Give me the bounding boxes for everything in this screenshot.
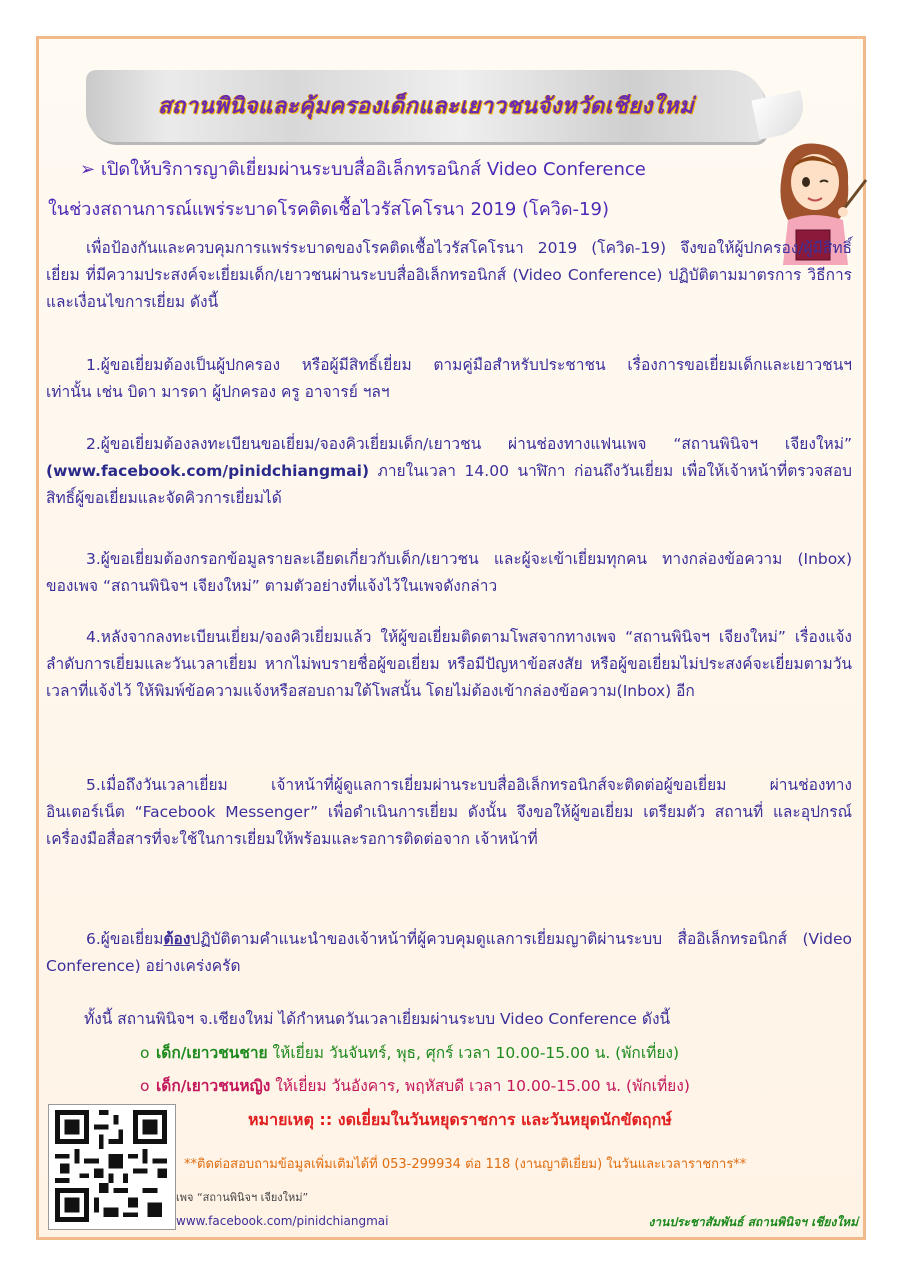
rule-6: 6.ผู้ขอเยี่ยมต้องปฏิบัติตามคำแนะนำของเจ้าหน้าที่ผู้ควบคุมดูแลการเยี่ยมญาติผ่านระบบ สื่ออิเล็กทรอนิกส์ (Video Conference) อย่างเคร่งครัด bbox=[46, 930, 852, 975]
rule-4: 4.หลังจากลงทะเบียนเยี่ยม/จองคิวเยี่ยมแล้ว ให้ผู้ขอเยี่ยมติดตามโพสจากทางเพจ “สถานพินิจฯ เจียงใหม่” เรื่องแจ้งลำดับการเยี่ยมและวันเวลาเยี่ยม หากไม่พบรายชื่อผู้ขอเยี่ยม หรือมีปัญหาข้อสงสัย หรือผู้ขอเยี่ยมไม่ประสงค์จะเยี่ยมตามวันเวลาที่แจ้งไว้ ให้พิมพ์ข้อความแจ้งหรือสอบถามใต้โพสนั้น โดยไม่ต้องเข้ากล่องข้อความ(Inbox) อีก bbox=[46, 628, 852, 700]
facebook-url[interactable]: www.facebook.com/pinidchiangmai bbox=[176, 1214, 389, 1228]
schedule-summary: ทั้งนี้ สถานพินิจฯ จ.เชียงใหม่ ได้กำหนดวันเวลาเยี่ยมผ่านระบบ Video Conference ดังนี้ bbox=[84, 1010, 671, 1028]
pr-credit: งานประชาสัมพันธ์ สถานพินิจฯ เชียงใหม่ bbox=[648, 1215, 858, 1229]
schedule-girls: o เด็ก/เยาวชนหญิง ให้เยี่ยม วันอังคาร, พฤหัสบดี เวลา 10.00-15.00 น. (พักเที่ยง) bbox=[140, 1077, 690, 1095]
rule-5: 5.เมื่อถึงวันเวลาเยี่ยม เจ้าหน้าที่ผู้ดูแลการเยี่ยมผ่านระบบสื่ออิเล็กทรอนิกส์จะติดต่อผู้ขอเยี่ยม ผ่านช่องทางอินเตอร์เน็ต “Facebook Messenger” เพื่อดำเนินการเยี่ยม ดังนั้น จึงขอให้ผู้ขอเยี่ยม เตรียมตัว สถานที่ และอุปกรณ์เครื่องมือสื่อสารที่จะใช้ในการเยี่ยมให้พร้อมและรอการติดต่อจาก เจ้าหน้าที่ bbox=[46, 776, 852, 848]
schedule-boys: o เด็ก/เยาวชนชาย ให้เยี่ยม วันจันทร์, พุธ, ศุกร์ เวลา 10.00-15.00 น. (พักเที่ยง) bbox=[140, 1044, 680, 1062]
announcement-line-1: ➢ เปิดให้บริการญาติเยี่ยมผ่านระบบสื่ออิเล็กทรอนิกส์ Video Conference bbox=[80, 159, 646, 180]
contact-info: **ติดต่อสอบถามข้อมูลเพิ่มเติมได้ที่ 053-299934 ต่อ 118 (งานญาติเยี่ยม) ในวันและเวลาราชการ** bbox=[184, 1157, 747, 1172]
facebook-page-link[interactable]: (www.facebook.com/pinidchiangmai) bbox=[46, 462, 370, 480]
intro-paragraph: เพื่อป้องกันและควบคุมการแพร่ระบาดของโรคติดเชื้อไวรัสโคโรนา 2019 (โควิด-19) จึงขอให้ผู้ปกครอง/ผู้มีสิทธิ์เยี่ยม ที่มีความประสงค์จะเยี่ยมเด็ก/เยาวชนผ่านระบบสื่ออิเล็กทรอนิกส์ (Video Conference) ปฏิบัติตามมาตรการ วิธีการ และเงื่อนไขการเยี่ยม ดังนี้ bbox=[46, 239, 852, 311]
arrow-icon: ➢ bbox=[80, 159, 101, 180]
rule-2: 2.ผู้ขอเยี่ยมต้องลงทะเบียนขอเยี่ยม/จองคิวเยี่ยมเด็ก/เยาวชน ผ่านช่องทางแฟนเพจ “สถานพินิจฯ เจียงใหม่” (www.facebook.com/pinidchiangmai) ภายในเวลา 14.00 นาฬิกา ก่อนถึงวันเยี่ยม เพื่อให้เจ้าหน้าที่ตรวจสอบสิทธิ์ผู้ขอเยี่ยมและจัดคิวการเยี่ยมได้ bbox=[46, 435, 852, 507]
announcement-line-2: ในช่วงสถานการณ์แพร่ระบาดโรคติดเชื้อไวรัสโคโรนา 2019 (โควิด-19) bbox=[48, 199, 609, 220]
holiday-note: หมายเหตุ :: งดเยี่ยมในวันหยุดราชการ และวันหยุดนักขัตฤกษ์ bbox=[248, 1110, 672, 1129]
page-caption: เพจ “สถานพินิจฯ เจียงใหม่” bbox=[176, 1191, 309, 1204]
page-title: สถานพินิจและคุ้มครองเด็กและเยาวชนจังหวัดเชียงใหม่ bbox=[157, 94, 695, 119]
qr-code-icon bbox=[49, 1105, 173, 1227]
qr-code[interactable] bbox=[48, 1104, 176, 1230]
rule-1: 1.ผู้ขอเยี่ยมต้องเป็นผู้ปกครอง หรือผู้มีสิทธิ์เยี่ยม ตามคู่มือสำหรับประชาชน เรื่องการขอเยี่ยมเด็กและเยาวชนฯ เท่านั้น เช่น บิดา มารดา ผู้ปกครอง ครู อาจารย์ ฯลฯ bbox=[46, 356, 852, 401]
rule-3: 3.ผู้ขอเยี่ยมต้องกรอกข้อมูลรายละเอียดเกี่ยวกับเด็ก/เยาวชน และผู้จะเข้าเยี่ยมทุกคน ทางกล่องข้อความ (Inbox) ของเพจ “สถานพินิจฯ เจียงใหม่” ตามตัวอย่างที่แจ้งไว้ในเพจดังกล่าว bbox=[46, 550, 852, 595]
